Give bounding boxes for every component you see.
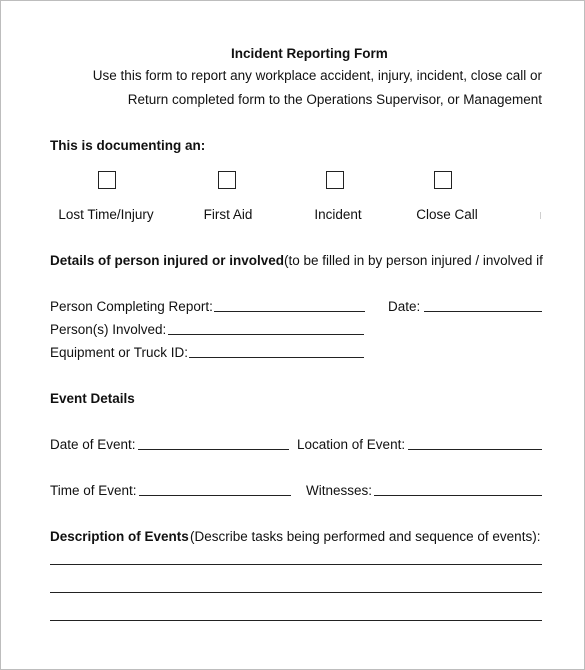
location-of-event-field[interactable]: [408, 449, 542, 450]
documenting-heading: This is documenting an:: [50, 138, 206, 153]
instruction-line-2: Return completed form to the Operations Supervisor, or Management: [127, 92, 542, 107]
form-title: Incident Reporting Form: [231, 46, 388, 61]
time-of-event-field[interactable]: [139, 495, 291, 496]
option-label-first-aid: First Aid: [203, 207, 253, 222]
description-heading: Description of Events: [50, 529, 189, 544]
date-of-event-field[interactable]: [138, 449, 289, 450]
persons-involved-label: Person(s) Involved:: [50, 322, 167, 337]
equipment-field[interactable]: [189, 357, 364, 358]
description-note: (Describe tasks being performed and sequence of events):: [190, 529, 541, 544]
person-details-heading: Details of person injured or involved: [50, 253, 285, 268]
persons-involved-field[interactable]: [168, 334, 364, 335]
instruction-line-1: Use this form to report any workplace accident, injury, incident, close call or: [92, 68, 542, 83]
option-label-incident: Incident: [314, 207, 362, 222]
description-line-3[interactable]: [50, 620, 542, 621]
person-details-note: (to be filled in by person injured / involved if: [284, 253, 543, 268]
checkbox-lost-time-injury[interactable]: [98, 171, 116, 189]
time-of-event-label: Time of Event:: [50, 483, 137, 498]
person-completing-label: Person Completing Report:: [50, 299, 213, 314]
checkbox-first-aid[interactable]: [218, 171, 236, 189]
checkbox-incident[interactable]: [326, 171, 344, 189]
date-label: Date:: [388, 299, 421, 314]
clipped-option-mark: [540, 212, 544, 219]
checkbox-close-call[interactable]: [434, 171, 452, 189]
description-line-2[interactable]: [50, 592, 542, 593]
description-line-1[interactable]: [50, 564, 542, 565]
date-of-event-label: Date of Event:: [50, 437, 136, 452]
option-label-lost-time-injury: Lost Time/Injury: [58, 207, 154, 222]
event-details-heading: Event Details: [50, 391, 135, 406]
option-label-close-call: Close Call: [416, 207, 478, 222]
person-completing-field[interactable]: [214, 311, 365, 312]
witnesses-field[interactable]: [374, 495, 542, 496]
equipment-label: Equipment or Truck ID:: [50, 345, 189, 360]
location-of-event-label: Location of Event:: [297, 437, 406, 452]
date-field[interactable]: [424, 311, 542, 312]
witnesses-label: Witnesses:: [306, 483, 373, 498]
